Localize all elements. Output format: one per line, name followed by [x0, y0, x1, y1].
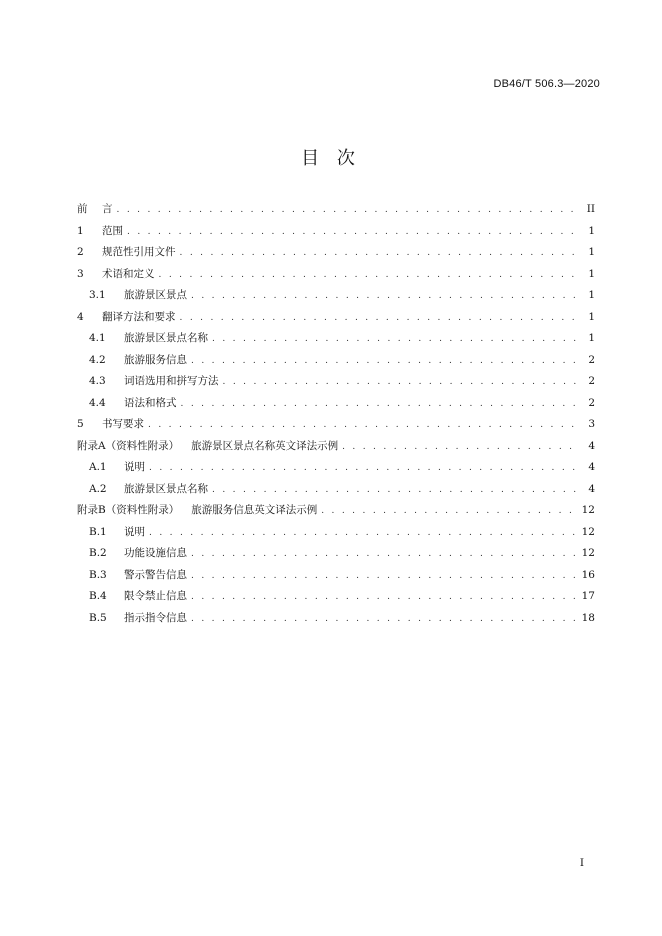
toc-entry-number: 3: [77, 267, 84, 280]
toc-entry-number: 4: [77, 310, 84, 323]
toc-leader-dots: [117, 200, 580, 222]
toc-entry-label: 警示警告信息: [124, 568, 187, 581]
toc-entry-label: 说明: [124, 461, 145, 473]
toc-entry-page: 18: [581, 611, 595, 624]
toc-leader-dots: [342, 437, 579, 459]
toc-entry-page: 1: [588, 246, 595, 258]
toc-entry[interactable]: [77, 608, 595, 630]
toc-entry-label: 规范性引用文件: [102, 246, 176, 258]
toc-leader-dots: [159, 265, 580, 287]
toc-entry[interactable]: [77, 522, 595, 544]
toc-entry-page: 4: [588, 461, 595, 473]
toc-entry-label: 旅游景区景点名称: [124, 482, 208, 495]
toc-leader-dots: [149, 458, 579, 480]
toc-entry[interactable]: [77, 285, 595, 307]
toc-leader-dots: [223, 372, 580, 394]
toc-entry[interactable]: [77, 393, 595, 415]
toc-entry-page: 1: [588, 332, 595, 344]
toc-entry-page: 2: [588, 396, 595, 409]
toc-entry-label: 词语选用和拼写方法: [124, 375, 219, 387]
toc-entry[interactable]: [77, 221, 595, 243]
toc-entry-page: 4: [588, 482, 595, 495]
toc-entry[interactable]: [77, 436, 595, 458]
toc-entry-label: 旅游景区景点: [124, 289, 187, 301]
toc-entry-label: 范围: [102, 224, 123, 237]
toc-entry-label: 言: [102, 203, 113, 215]
toc-entry-label: 说明: [124, 525, 145, 538]
toc-entry-number: B.2: [89, 547, 107, 559]
table-of-contents: [77, 199, 595, 629]
toc-leader-dots: [181, 394, 580, 416]
toc-entry-label: 语法和格式: [124, 396, 177, 409]
toc-entry-number: B.5: [89, 611, 107, 624]
toc-leader-dots: [127, 222, 579, 244]
toc-leader-dots: [191, 566, 578, 588]
toc-entry-label: 书写要求: [102, 418, 144, 430]
toc-leader-dots: [191, 351, 579, 373]
toc-entry-label: 指示指令信息: [124, 611, 187, 624]
toc-entry-number: 1: [77, 224, 84, 237]
toc-entry-number: 4.2: [89, 353, 106, 366]
toc-entry[interactable]: [77, 586, 595, 608]
toc-entry-label: 功能设施信息: [124, 547, 187, 559]
toc-leader-dots: [321, 501, 577, 523]
toc-entry[interactable]: [77, 199, 595, 221]
toc-entry-number: 附录A（资料性附录）: [77, 439, 180, 452]
toc-entry-number: B.1: [89, 525, 107, 538]
toc-entry-number: 3.1: [89, 289, 106, 301]
toc-entry[interactable]: [77, 371, 595, 393]
toc-entry-number: B.4: [89, 590, 107, 602]
toc-leader-dots: [149, 523, 578, 545]
toc-entry-number: 前: [77, 203, 88, 215]
toc-entry-page: 2: [588, 353, 595, 366]
toc-entry-label: 术语和定义: [102, 267, 155, 280]
toc-entry-label: 旅游景区景点名称: [124, 332, 208, 344]
toc-title: 目 次: [301, 148, 361, 169]
toc-leader-dots: [191, 609, 578, 631]
toc-entry-page: 1: [588, 310, 595, 323]
toc-leader-dots: [191, 544, 578, 566]
toc-entry-page: 4: [588, 439, 595, 452]
toc-entry-label: 旅游服务信息: [124, 353, 187, 366]
toc-entry-page: 12: [581, 504, 595, 516]
toc-entry-page: 12: [581, 525, 595, 538]
page-number: I: [579, 857, 584, 869]
toc-entry[interactable]: [77, 565, 595, 587]
toc-entry[interactable]: [77, 328, 595, 350]
toc-entry[interactable]: [77, 307, 595, 329]
toc-entry-number: 4.4: [89, 396, 106, 409]
toc-entry-page: II: [586, 203, 595, 215]
toc-entry-number: 4.1: [89, 332, 106, 344]
document-code: DB46/T 506.3—2020: [493, 78, 600, 90]
toc-entry-page: 16: [581, 568, 595, 581]
toc-entry[interactable]: [77, 500, 595, 522]
toc-entry[interactable]: [77, 242, 595, 264]
toc-entry-number: 5: [77, 418, 84, 430]
toc-entry-page: 3: [588, 418, 595, 430]
toc-entry-label: 限令禁止信息: [124, 590, 187, 602]
toc-entry[interactable]: [77, 479, 595, 501]
toc-leader-dots: [212, 480, 579, 502]
toc-entry-number: A.1: [89, 461, 107, 473]
toc-leader-dots: [191, 587, 578, 609]
toc-entry[interactable]: [77, 414, 595, 436]
toc-leader-dots: [212, 329, 579, 351]
toc-entry[interactable]: [77, 264, 595, 286]
toc-entry-number: 2: [77, 246, 84, 258]
toc-entry-label: 旅游服务信息英文译法示例: [191, 504, 318, 516]
toc-entry[interactable]: [77, 350, 595, 372]
toc-leader-dots: [180, 243, 580, 265]
toc-leader-dots: [180, 308, 580, 330]
toc-leader-dots: [191, 286, 579, 308]
toc-entry-page: 17: [581, 590, 595, 602]
toc-entry-number: B.3: [89, 568, 107, 581]
toc-entry[interactable]: [77, 543, 595, 565]
toc-entry-number: A.2: [89, 482, 107, 495]
toc-entry-label: 旅游景区景点名称英文译法示例: [191, 439, 339, 452]
toc-entry-page: 12: [581, 547, 595, 559]
toc-entry-page: 1: [588, 224, 595, 237]
toc-entry-page: 2: [588, 375, 595, 387]
toc-leader-dots: [148, 415, 579, 437]
toc-entry[interactable]: [77, 457, 595, 479]
toc-entry-page: 1: [588, 289, 595, 301]
toc-entry-label: 翻译方法和要求: [102, 310, 176, 323]
toc-entry-page: 1: [588, 267, 595, 280]
toc-entry-number: 4.3: [89, 375, 106, 387]
toc-entry-number: 附录B（资料性附录）: [77, 504, 180, 516]
